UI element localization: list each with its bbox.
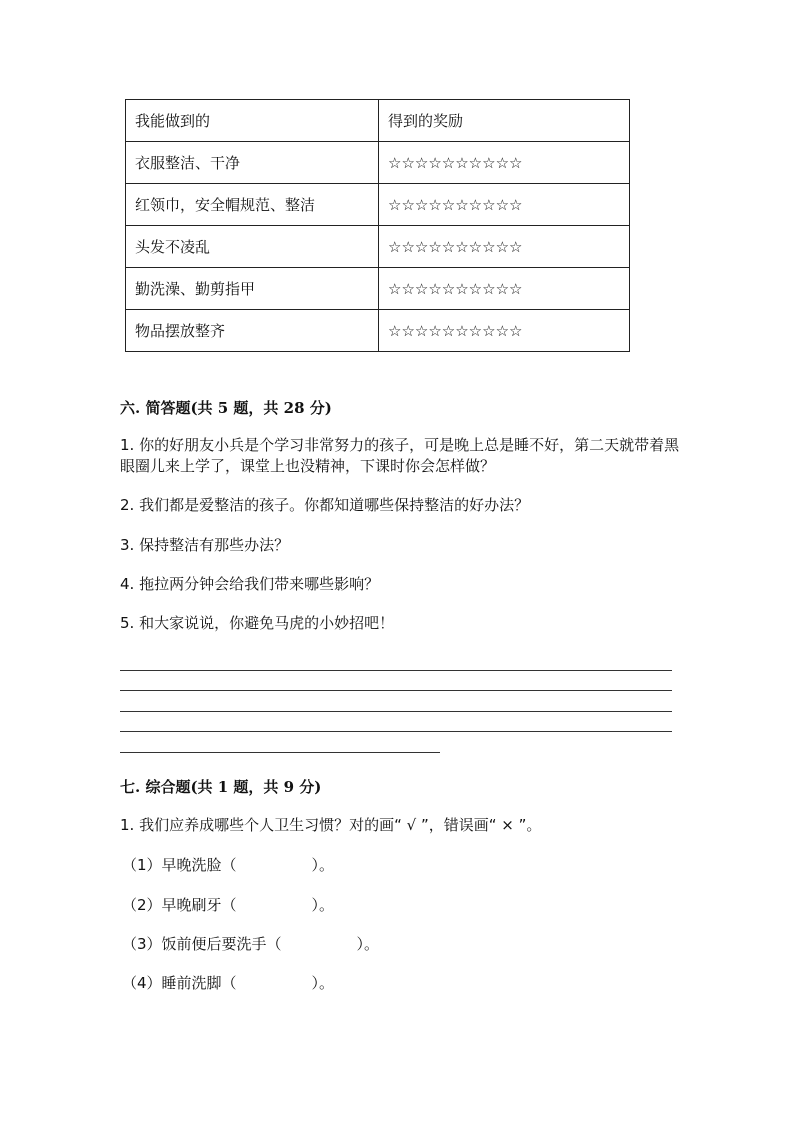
row-item: 衣服整洁、干净 [126, 142, 379, 184]
table-row [126, 184, 630, 226]
row-item: 红领巾，安全帽规范、整洁 [126, 184, 379, 226]
header-can-do: 我能做到的 [126, 100, 379, 142]
row-item: 勤洗澡、勤剪指甲 [126, 268, 379, 310]
row-stars: ☆☆☆☆☆☆☆☆☆☆ [379, 268, 630, 310]
answer-line [120, 752, 440, 753]
section6-title: 六. 简答题(共 5 题，共 28 分) [120, 399, 332, 417]
answer-line [120, 731, 672, 732]
habit-item-2: （2）早晚刷牙（ ）。 [122, 896, 335, 914]
question-5: 5. 和大家说说，你避免马虎的小妙招吧！ [120, 614, 395, 632]
section7-question: 1. 我们应养成哪些个人卫生习惯？对的画“ √ ”，错误画“ × ”。 [120, 816, 542, 834]
table-row [126, 142, 630, 184]
habit-item-1: （1）早晚洗脸（ ）。 [122, 856, 335, 874]
header-reward: 得到的奖励 [379, 100, 630, 142]
question-4: 4. 拖拉两分钟会给我们带来哪些影响？ [120, 575, 380, 593]
row-stars: ☆☆☆☆☆☆☆☆☆☆ [379, 142, 630, 184]
table-header-row [126, 100, 630, 142]
table-row [126, 268, 630, 310]
row-item: 物品摆放整齐 [126, 310, 379, 352]
reward-table [125, 99, 630, 352]
habit-item-3: （3）饭前便后要洗手（ ）。 [122, 935, 380, 953]
section7-title: 七. 综合题(共 1 题，共 9 分) [120, 778, 322, 796]
habit-item-4: （4）睡前洗脚（ ）。 [122, 974, 335, 992]
question-2: 2. 我们都是爱整洁的孩子。你都知道哪些保持整洁的好办法？ [120, 496, 530, 514]
table-row [126, 310, 630, 352]
answer-line [120, 690, 672, 691]
row-item: 头发不凌乱 [126, 226, 379, 268]
answer-line [120, 670, 672, 671]
question-3: 3. 保持整洁有那些办法？ [120, 536, 290, 554]
question-1: 1. 你的好朋友小兵是个学习非常努力的孩子，可是晚上总是睡不好，第二天就带着黑眼圈儿来上学了，课堂上也没精神，下课时你会怎样做？ [120, 436, 680, 475]
row-stars: ☆☆☆☆☆☆☆☆☆☆ [379, 310, 630, 352]
answer-line [120, 711, 672, 712]
row-stars: ☆☆☆☆☆☆☆☆☆☆ [379, 226, 630, 268]
row-stars: ☆☆☆☆☆☆☆☆☆☆ [379, 184, 630, 226]
table-row [126, 226, 630, 268]
